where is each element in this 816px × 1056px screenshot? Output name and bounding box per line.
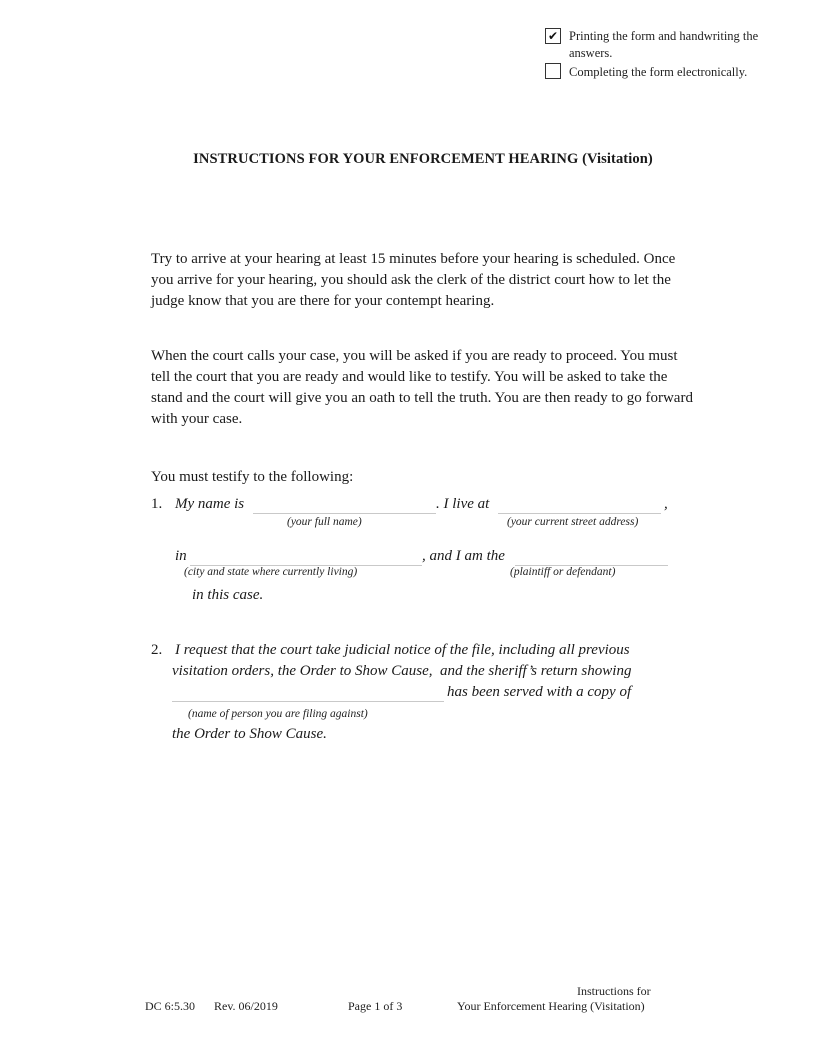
in-text: in [175, 548, 187, 564]
print-option-label: Printing the form and handwriting the answers. [569, 29, 759, 60]
full-name-field[interactable] [253, 513, 436, 514]
person-filing-against-field[interactable] [172, 701, 444, 702]
my-name-is-text: My name is [175, 496, 245, 512]
and-i-am-the-text: , and I am the [422, 548, 505, 564]
footer-form-number: DC 6:5.30 [145, 999, 196, 1013]
i-live-at-text: . I live at [436, 496, 490, 512]
footer-doc-title-2: Your Enforcement Hearing (Visitation) [457, 999, 645, 1013]
street-address-field[interactable] [498, 513, 661, 514]
person-filing-against-hint: (name of person you are filing against) [188, 708, 368, 720]
footer-doc-title-1: Instructions for [577, 984, 651, 998]
full-name-hint: (your full name) [287, 516, 362, 528]
electronic-option-label: Completing the form electronically. [569, 65, 748, 79]
print-option-checkbox[interactable]: ✔ [545, 28, 561, 44]
testify-intro: You must testify to the following: [151, 469, 354, 485]
item-1-number: 1. [151, 496, 163, 512]
served-text: has been served with a copy of [447, 684, 632, 700]
arrival-paragraph: Try to arrive at your hearing at least 15 minutes before your hearing is scheduled. Once you arrive for your hearing, you should ask the clerk of the district court how to let the judge know that you are there for your contempt hearing. [151, 251, 676, 309]
proceed-paragraph: When the court calls your case, you will be asked if you are ready to proceed. You must tell the court that you are ready and would like to testify. You will be asked to take the stand and the court will give you an oath to tell the truth. You are then ready to go forward with your case. [151, 348, 693, 427]
page-title: INSTRUCTIONS FOR YOUR ENFORCEMENT HEARING (Visitation) [193, 151, 653, 167]
street-address-hint: (your current street address) [507, 516, 639, 528]
city-state-hint: (city and state where currently living) [184, 566, 358, 578]
electronic-option-checkbox[interactable] [545, 63, 561, 79]
item-2-line-2: visitation orders, the Order to Show Cause, and the sheriff’s return showing [172, 663, 632, 679]
footer-revision: Rev. 06/2019 [214, 999, 278, 1013]
footer-page-number: Page 1 of 3 [348, 999, 403, 1013]
in-this-case-text: in this case. [192, 587, 264, 603]
item-2-line-1: I request that the court take judicial notice of the file, including all previous [175, 642, 630, 658]
item-2-number: 2. [151, 642, 163, 658]
item-2-line-4: the Order to Show Cause. [172, 726, 327, 742]
comma-text: , [664, 496, 668, 512]
party-role-hint: (plaintiff or defendant) [510, 566, 616, 578]
